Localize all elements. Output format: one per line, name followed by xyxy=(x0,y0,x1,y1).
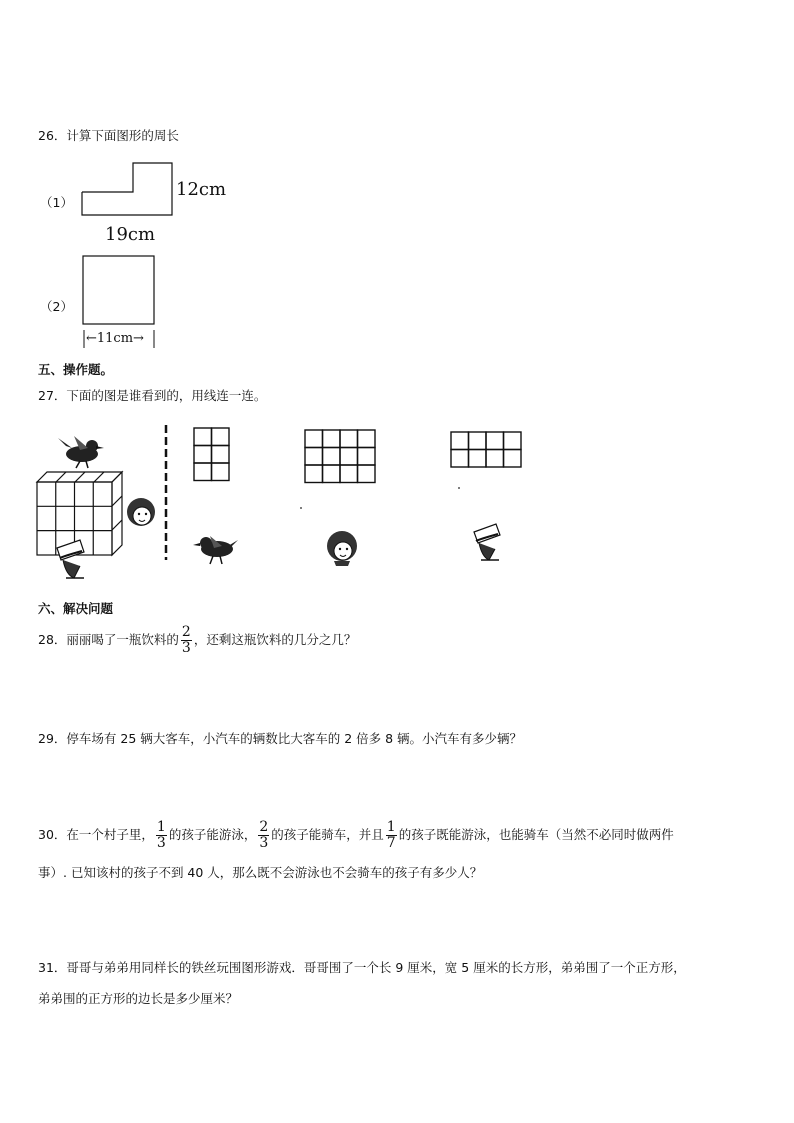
q30-frac1-den: 3 xyxy=(156,835,166,851)
grid-cell xyxy=(486,450,504,468)
grid-cell xyxy=(323,448,341,466)
q30-frac3-den: 7 xyxy=(386,835,396,851)
q30-line1 xyxy=(38,815,674,855)
grid-cell xyxy=(212,428,230,446)
grid-cell xyxy=(212,463,230,481)
grid-cell xyxy=(340,465,358,483)
grid-cell xyxy=(305,465,323,483)
q26-title: 26．计算下面图形的周长 xyxy=(38,128,179,143)
q30-part1: 30．在一个村子里， xyxy=(38,827,154,842)
q27-title: 27．下面的图是谁看到的，用线连一连。 xyxy=(38,388,267,403)
grid-cell xyxy=(340,430,358,448)
grid-cell xyxy=(358,465,376,483)
section6-title: 六、解决问题 xyxy=(38,601,114,616)
grid-cell xyxy=(451,432,469,450)
q26-fig2-side: ←11cm→ xyxy=(86,331,144,346)
q30-frac3 xyxy=(386,820,397,851)
q28-text-before: 28．丽丽喝了一瓶饮料的 xyxy=(38,632,179,647)
q30-frac1 xyxy=(156,820,167,851)
q30-line2: 事）. 已知该村的孩子不到 40 人，那么既不会游泳也不会骑车的孩子有多少人？ xyxy=(38,865,483,880)
bird-icon xyxy=(193,536,238,564)
grid-cell xyxy=(451,450,469,468)
grid-cell xyxy=(486,432,504,450)
q28-frac-den: 3 xyxy=(181,640,191,656)
q30-part2: 的孩子能游泳， xyxy=(168,827,257,842)
grid-cell xyxy=(305,448,323,466)
grid-cell xyxy=(358,448,376,466)
q26-fig1-label: （1） xyxy=(40,195,73,210)
grid-cell xyxy=(358,430,376,448)
q26-fig2-label: （2） xyxy=(40,299,73,314)
grid-cell xyxy=(194,446,212,464)
view-2x3-grid xyxy=(194,428,229,481)
grid-cell xyxy=(469,432,487,450)
q30-frac1-num: 1 xyxy=(156,819,166,835)
q26-fig1-height: 12cm xyxy=(176,179,227,200)
grid-cell xyxy=(469,450,487,468)
boy-icon xyxy=(474,524,500,560)
grid-cell xyxy=(212,446,230,464)
q29-question: 29．停车场有 25 辆大客车，小汽车的辆数比大客车的 2 倍多 8 辆。小汽车有多少辆？ xyxy=(38,731,523,746)
grid-cell xyxy=(194,428,212,446)
grid-cell xyxy=(504,450,522,468)
grid-cell xyxy=(305,430,323,448)
q30-part3: 的孩子能骑车，并且 xyxy=(271,827,384,842)
q28-fraction xyxy=(181,625,192,656)
q30-part4: 的孩子既能游泳，也能骑车（当然不必同时做两件 xyxy=(398,827,674,842)
q30-frac2-den: 3 xyxy=(259,835,269,851)
q28-question xyxy=(38,620,356,660)
grid-cell xyxy=(194,463,212,481)
q30-frac2-num: 2 xyxy=(259,819,269,835)
view-4x2-grid xyxy=(451,432,521,467)
grid-cell xyxy=(323,430,341,448)
grid-cell xyxy=(323,465,341,483)
grid-cell xyxy=(340,448,358,466)
q26-fig1-width: 19cm xyxy=(105,224,156,245)
q31-line1: 31．哥哥与弟弟用同样长的铁丝玩围图形游戏．哥哥围了一个长 9 厘米，宽 5 厘米的长方形，弟弟围了一个正方形， xyxy=(38,960,686,975)
q30-frac2 xyxy=(258,820,269,851)
section5-title: 五、操作题。 xyxy=(38,362,114,377)
q28-frac-num: 2 xyxy=(181,624,191,640)
q31-line2: 弟弟围的正方形的边长是多少厘米？ xyxy=(38,991,239,1006)
grid-cell xyxy=(504,432,522,450)
q28-text-after: ，还剩这瓶饮料的几分之几？ xyxy=(193,632,357,647)
view-4x3-grid xyxy=(305,430,375,483)
girl-icon xyxy=(327,531,357,566)
q30-frac3-num: 1 xyxy=(386,819,396,835)
